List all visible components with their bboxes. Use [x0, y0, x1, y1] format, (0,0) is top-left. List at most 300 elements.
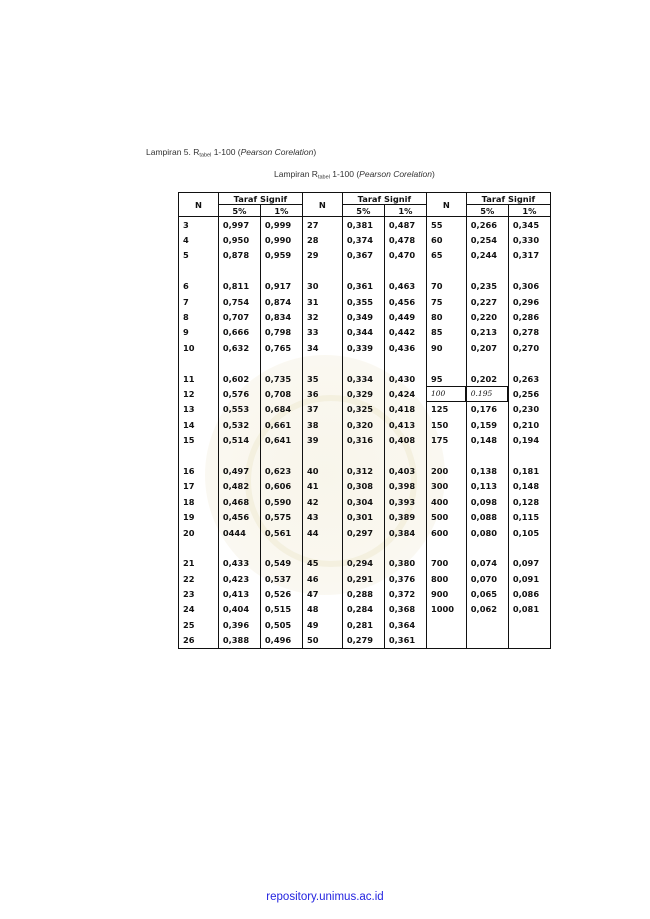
r-5-percent-cell: 0,325 — [342, 402, 384, 417]
r-5-percent-cell: 0,088 — [466, 509, 508, 524]
header-1-percent: 1% — [508, 205, 550, 217]
r-1-percent-cell: 0,496 — [260, 633, 302, 649]
n-cell: 36 — [302, 386, 342, 401]
n-cell: 33 — [302, 325, 342, 340]
n-cell — [426, 633, 466, 649]
r-1-percent-cell: 0,487 — [384, 217, 426, 233]
n-cell: 23 — [183, 589, 195, 600]
n-cell: 85 — [426, 325, 466, 340]
n-cell: 7 — [183, 296, 189, 307]
r-1-percent-cell: 0,549 — [260, 556, 302, 571]
n-cell: 49 — [302, 617, 342, 632]
spacer-cell — [218, 356, 260, 371]
n-cell: 43 — [302, 509, 342, 524]
r-1-percent-cell: 0,361 — [384, 633, 426, 649]
n-cell: 39 — [302, 432, 342, 447]
n-cell — [426, 617, 466, 632]
table-row — [179, 217, 551, 233]
r-1-percent-cell: 0,345 — [508, 217, 550, 233]
header-taraf-signif: Taraf Signif — [218, 193, 302, 205]
r-5-percent-cell: 0,291 — [342, 571, 384, 586]
table-caption-suffix: ) — [431, 169, 435, 179]
table-row — [179, 386, 551, 401]
n-cell: 19 — [183, 512, 195, 523]
r-5-percent-cell: 0,355 — [342, 294, 384, 309]
spacer-cell — [384, 448, 426, 463]
r-1-percent-cell: 0,561 — [260, 525, 302, 540]
table-row — [179, 494, 551, 509]
r-1-percent-cell: 0,384 — [384, 525, 426, 540]
r-1-percent-cell: 0,097 — [508, 556, 550, 571]
r-5-percent-cell: 0,176 — [466, 402, 508, 417]
table-row — [179, 294, 551, 309]
r-1-percent-cell: 0,442 — [384, 325, 426, 340]
n-cell: 900 — [426, 586, 466, 601]
n-cell: 300 — [426, 479, 466, 494]
r-1-percent-cell: 0,456 — [384, 294, 426, 309]
header-taraf-signif: Taraf Signif — [342, 193, 426, 205]
n-cell: 800 — [426, 571, 466, 586]
r-5-percent-cell: 0,404 — [218, 602, 260, 617]
n-cell: 38 — [302, 417, 342, 432]
table-body — [179, 217, 551, 649]
spacer-cell — [179, 448, 219, 463]
r-1-percent-cell: 0,278 — [508, 325, 550, 340]
r-5-percent-cell: 0,329 — [342, 386, 384, 401]
r-5-percent-cell: 0,301 — [342, 509, 384, 524]
r-5-percent-cell: 0,334 — [342, 371, 384, 386]
r-1-percent-cell: 0,623 — [260, 463, 302, 478]
group-spacer-row — [179, 540, 551, 555]
caption-italic: Pearson Corelation — [240, 147, 314, 157]
r-5-percent-cell: 0,202 — [466, 371, 508, 386]
n-cell: 70 — [426, 279, 466, 294]
r-5-percent-cell: 0,070 — [466, 571, 508, 586]
n-cell: 14 — [183, 419, 195, 430]
table-row — [179, 602, 551, 617]
n-cell: 60 — [426, 232, 466, 247]
caption-mid: 1-100 ( — [211, 147, 241, 157]
n-cell: 400 — [426, 494, 466, 509]
n-cell: 1000 — [426, 602, 466, 617]
n-cell: 4 — [183, 235, 189, 246]
r-1-percent-cell: 0,286 — [508, 309, 550, 324]
n-cell: 25 — [183, 619, 195, 630]
r-1-percent-cell: 0,418 — [384, 402, 426, 417]
table-row — [179, 371, 551, 386]
spacer-cell — [260, 448, 302, 463]
r-1-percent-cell: 0,081 — [508, 602, 550, 617]
spacer-cell — [426, 263, 466, 278]
n-cell: 35 — [302, 371, 342, 386]
n-cell: 15 — [183, 435, 195, 446]
table-row — [179, 279, 551, 294]
header-taraf-signif: Taraf Signif — [466, 193, 550, 205]
header-n: N — [179, 193, 219, 217]
r-1-percent-cell: 0,436 — [384, 340, 426, 355]
r-5-percent-cell: 0,433 — [218, 556, 260, 571]
table-row — [179, 325, 551, 340]
n-cell: 47 — [302, 586, 342, 601]
header-5-percent: 5% — [218, 205, 260, 217]
spacer-cell — [508, 540, 550, 555]
n-cell: 48 — [302, 602, 342, 617]
table-caption-subscript: tabel — [317, 174, 330, 181]
n-cell: 10 — [183, 342, 195, 353]
r-1-percent-cell: 0,317 — [508, 248, 550, 263]
n-cell: 95 — [426, 371, 466, 386]
table-row — [179, 586, 551, 601]
spacer-cell — [426, 448, 466, 463]
r-1-percent-cell: 0,874 — [260, 294, 302, 309]
spacer-cell — [466, 356, 508, 371]
n-cell: 200 — [426, 463, 466, 478]
r-5-percent-cell: 0,294 — [342, 556, 384, 571]
repository-footer: repository.unimus.ac.id — [266, 891, 384, 903]
r-5-percent-cell: 0,159 — [466, 417, 508, 432]
table-caption-italic: Pearson Corelation — [359, 169, 432, 179]
r-5-percent-cell: 0,532 — [218, 417, 260, 432]
r-5-percent-cell: 0,707 — [218, 309, 260, 324]
r-1-percent-cell: 0,372 — [384, 586, 426, 601]
spacer-cell — [179, 540, 219, 555]
n-cell: 5 — [183, 250, 189, 261]
n-cell: 34 — [302, 340, 342, 355]
spacer-cell — [384, 356, 426, 371]
r-1-percent-cell: 0,263 — [508, 371, 550, 386]
r-1-percent-cell: 0,449 — [384, 309, 426, 324]
r-1-percent-cell: 0,376 — [384, 571, 426, 586]
r-1-percent-cell: 0,086 — [508, 586, 550, 601]
r-1-percent-cell: 0,424 — [384, 386, 426, 401]
n-cell: 55 — [426, 217, 466, 233]
r-1-percent-cell: 0,389 — [384, 509, 426, 524]
n-cell: 17 — [183, 481, 195, 492]
r-5-percent-cell: 0,279 — [342, 633, 384, 649]
r-5-percent-cell: 0,482 — [218, 479, 260, 494]
n-cell: 150 — [426, 417, 466, 432]
n-cell: 100 — [426, 386, 466, 401]
r-5-percent-cell: 0,254 — [466, 232, 508, 247]
r-5-percent-cell: 0,950 — [218, 232, 260, 247]
r-1-percent-cell: 0,330 — [508, 232, 550, 247]
spacer-cell — [466, 540, 508, 555]
r-1-percent-cell: 0,413 — [384, 417, 426, 432]
r-5-percent-cell: 0,997 — [218, 217, 260, 233]
n-cell: 8 — [183, 312, 189, 323]
spacer-cell — [302, 356, 342, 371]
table-row — [179, 571, 551, 586]
spacer-cell — [384, 540, 426, 555]
r-1-percent-cell: 0,470 — [384, 248, 426, 263]
r-1-percent-cell: 0,959 — [260, 248, 302, 263]
r-5-percent-cell: 0,220 — [466, 309, 508, 324]
spacer-cell — [342, 263, 384, 278]
r-5-percent-cell: 0,339 — [342, 340, 384, 355]
n-cell: 500 — [426, 509, 466, 524]
r-5-percent-cell: 0,811 — [218, 279, 260, 294]
header-1-percent: 1% — [260, 205, 302, 217]
n-cell: 42 — [302, 494, 342, 509]
r-5-percent-cell: 0,308 — [342, 479, 384, 494]
r-1-percent-cell: 0,526 — [260, 586, 302, 601]
r-1-percent-cell: 0,708 — [260, 386, 302, 401]
r-1-percent-cell: 0,306 — [508, 279, 550, 294]
n-cell: 45 — [302, 556, 342, 571]
n-cell: 27 — [302, 217, 342, 233]
table-row — [179, 309, 551, 324]
r-5-percent-cell: 0444 — [218, 525, 260, 540]
table-row — [179, 402, 551, 417]
r-1-percent-cell: 0,115 — [508, 509, 550, 524]
r-5-percent-cell: 0,138 — [466, 463, 508, 478]
r-5-percent-cell: 0,288 — [342, 586, 384, 601]
table-row — [179, 633, 551, 649]
r-1-percent-cell: 0,463 — [384, 279, 426, 294]
spacer-cell — [218, 540, 260, 555]
n-cell: 31 — [302, 294, 342, 309]
r-1-percent-cell: 0,590 — [260, 494, 302, 509]
n-cell: 26 — [183, 635, 195, 646]
n-cell: 90 — [426, 340, 466, 355]
r-5-percent-cell: 0,497 — [218, 463, 260, 478]
r-5-percent-cell: 0,320 — [342, 417, 384, 432]
r-1-percent-cell: 0,194 — [508, 432, 550, 447]
group-spacer-row — [179, 263, 551, 278]
r-5-percent-cell: 0,098 — [466, 494, 508, 509]
r-5-percent-cell: 0,074 — [466, 556, 508, 571]
r-1-percent-cell: 0,575 — [260, 509, 302, 524]
r-1-percent-cell: 0,917 — [260, 279, 302, 294]
r-5-percent-cell: 0,284 — [342, 602, 384, 617]
r-5-percent-cell: 0,113 — [466, 479, 508, 494]
n-cell: 700 — [426, 556, 466, 571]
r-1-percent-cell: 0,230 — [508, 402, 550, 417]
r-5-percent-cell: 0,388 — [218, 633, 260, 649]
r-1-percent-cell: 0,364 — [384, 617, 426, 632]
n-cell: 175 — [426, 432, 466, 447]
r-5-percent-cell: 0,281 — [342, 617, 384, 632]
r-1-percent-cell: 0,505 — [260, 617, 302, 632]
header-5-percent: 5% — [342, 205, 384, 217]
spacer-cell — [342, 540, 384, 555]
r-5-percent-cell: 0,235 — [466, 279, 508, 294]
table-row — [179, 432, 551, 447]
n-cell: 24 — [183, 604, 195, 615]
r-1-percent-cell: 0,408 — [384, 432, 426, 447]
spacer-cell — [302, 263, 342, 278]
n-cell: 44 — [302, 525, 342, 540]
r-5-percent-cell: 0.195 — [466, 386, 508, 401]
r-1-percent-cell: 0,735 — [260, 371, 302, 386]
r-5-percent-cell: 0,413 — [218, 586, 260, 601]
r-1-percent-cell: 0,684 — [260, 402, 302, 417]
r-5-percent-cell: 0,468 — [218, 494, 260, 509]
n-cell: 30 — [302, 279, 342, 294]
n-cell: 37 — [302, 402, 342, 417]
n-cell: 3 — [183, 219, 189, 230]
n-cell: 32 — [302, 309, 342, 324]
r-5-percent-cell: 0,553 — [218, 402, 260, 417]
n-cell: 11 — [183, 373, 195, 384]
r-1-percent-cell: 0,990 — [260, 232, 302, 247]
r-5-percent-cell: 0,878 — [218, 248, 260, 263]
group-spacer-row — [179, 356, 551, 371]
spacer-cell — [302, 540, 342, 555]
table-row — [179, 232, 551, 247]
spacer-cell — [384, 263, 426, 278]
table-row — [179, 556, 551, 571]
n-cell: 6 — [183, 281, 189, 292]
table-caption-prefix: Lampiran R — [274, 169, 318, 179]
spacer-cell — [508, 448, 550, 463]
n-cell: 80 — [426, 309, 466, 324]
r-5-percent-cell: 0,576 — [218, 386, 260, 401]
group-spacer-row — [179, 448, 551, 463]
r-5-percent-cell: 0,361 — [342, 279, 384, 294]
r-1-percent-cell — [508, 617, 550, 632]
r-1-percent-cell: 0,999 — [260, 217, 302, 233]
r-1-percent-cell: 0,403 — [384, 463, 426, 478]
spacer-cell — [508, 356, 550, 371]
spacer-cell — [426, 356, 466, 371]
r-1-percent-cell: 0,181 — [508, 463, 550, 478]
r-1-percent-cell: 0,765 — [260, 340, 302, 355]
r-5-percent-cell: 0,316 — [342, 432, 384, 447]
r-1-percent-cell: 0,393 — [384, 494, 426, 509]
r-1-percent-cell: 0,105 — [508, 525, 550, 540]
spacer-cell — [260, 540, 302, 555]
n-cell: 9 — [183, 327, 189, 338]
header-1-percent: 1% — [384, 205, 426, 217]
header-n: N — [302, 193, 342, 217]
spacer-cell — [260, 356, 302, 371]
n-cell: 65 — [426, 248, 466, 263]
n-cell: 41 — [302, 479, 342, 494]
r-1-percent-cell — [508, 633, 550, 649]
spacer-cell — [302, 448, 342, 463]
spacer-cell — [260, 263, 302, 278]
r-table — [178, 192, 551, 649]
table-row — [179, 509, 551, 524]
n-cell: 50 — [302, 633, 342, 649]
r-1-percent-cell: 0,641 — [260, 432, 302, 447]
r-1-percent-cell: 0,368 — [384, 602, 426, 617]
n-cell: 16 — [183, 465, 195, 476]
table-caption-mid: 1-100 ( — [329, 169, 360, 179]
r-1-percent-cell: 0,478 — [384, 232, 426, 247]
r-1-percent-cell: 0,798 — [260, 325, 302, 340]
r-1-percent-cell: 0,515 — [260, 602, 302, 617]
table-row — [179, 340, 551, 355]
n-cell: 21 — [183, 558, 195, 569]
r-5-percent-cell: 0,227 — [466, 294, 508, 309]
r-1-percent-cell: 0,834 — [260, 309, 302, 324]
caption-subscript: tabel — [199, 152, 212, 159]
spacer-cell — [508, 263, 550, 278]
header-5-percent: 5% — [466, 205, 508, 217]
r-5-percent-cell: 0,666 — [218, 325, 260, 340]
r-1-percent-cell: 0,091 — [508, 571, 550, 586]
spacer-cell — [342, 356, 384, 371]
table-row — [179, 463, 551, 478]
r-1-percent-cell: 0,128 — [508, 494, 550, 509]
r-1-percent-cell: 0,661 — [260, 417, 302, 432]
r-5-percent-cell: 0,148 — [466, 432, 508, 447]
caption-prefix: Lampiran 5. R — [146, 147, 200, 157]
r-1-percent-cell: 0,380 — [384, 556, 426, 571]
spacer-cell — [218, 263, 260, 278]
r-1-percent-cell: 0,430 — [384, 371, 426, 386]
r-1-percent-cell: 0,398 — [384, 479, 426, 494]
r-1-percent-cell: 0,210 — [508, 417, 550, 432]
r-1-percent-cell: 0,270 — [508, 340, 550, 355]
n-cell: 20 — [183, 527, 195, 538]
table-caption — [274, 169, 435, 181]
spacer-cell — [179, 356, 219, 371]
n-cell: 22 — [183, 573, 195, 584]
r-5-percent-cell: 0,080 — [466, 525, 508, 540]
spacer-cell — [466, 263, 508, 278]
spacer-cell — [342, 448, 384, 463]
r-1-percent-cell: 0,256 — [508, 386, 550, 401]
n-cell: 18 — [183, 496, 195, 507]
header-n: N — [426, 193, 466, 217]
r-5-percent-cell: 0,213 — [466, 325, 508, 340]
r-5-percent-cell: 0,632 — [218, 340, 260, 355]
n-cell: 12 — [183, 388, 195, 399]
spacer-cell — [179, 263, 219, 278]
r-5-percent-cell: 0,065 — [466, 586, 508, 601]
table-row — [179, 525, 551, 540]
r-5-percent-cell: 0,304 — [342, 494, 384, 509]
r-5-percent-cell: 0,344 — [342, 325, 384, 340]
r-5-percent-cell: 0,266 — [466, 217, 508, 233]
r-5-percent-cell: 0,602 — [218, 371, 260, 386]
r-5-percent-cell: 0,423 — [218, 571, 260, 586]
n-cell: 28 — [302, 232, 342, 247]
r-1-percent-cell: 0,296 — [508, 294, 550, 309]
r-5-percent-cell: 0,374 — [342, 232, 384, 247]
r-5-percent-cell: 0,062 — [466, 602, 508, 617]
n-cell: 75 — [426, 294, 466, 309]
r-5-percent-cell: 0,514 — [218, 432, 260, 447]
r-5-percent-cell: 0,297 — [342, 525, 384, 540]
caption-suffix: ) — [313, 147, 317, 157]
r-5-percent-cell: 0,207 — [466, 340, 508, 355]
r-5-percent-cell: 0,754 — [218, 294, 260, 309]
n-cell: 46 — [302, 571, 342, 586]
n-cell: 29 — [302, 248, 342, 263]
n-cell: 600 — [426, 525, 466, 540]
appendix-caption — [146, 147, 316, 159]
r-5-percent-cell: 0,349 — [342, 309, 384, 324]
r-5-percent-cell: 0,396 — [218, 617, 260, 632]
r-5-percent-cell: 0,367 — [342, 248, 384, 263]
n-cell: 125 — [426, 402, 466, 417]
r-5-percent-cell: 0,244 — [466, 248, 508, 263]
n-cell: 40 — [302, 463, 342, 478]
r-5-percent-cell — [466, 617, 508, 632]
spacer-cell — [218, 448, 260, 463]
table-row — [179, 617, 551, 632]
r-1-percent-cell: 0,148 — [508, 479, 550, 494]
r-5-percent-cell — [466, 633, 508, 649]
r-5-percent-cell: 0,381 — [342, 217, 384, 233]
table-row — [179, 479, 551, 494]
n-cell: 13 — [183, 404, 195, 415]
r-1-percent-cell: 0,606 — [260, 479, 302, 494]
